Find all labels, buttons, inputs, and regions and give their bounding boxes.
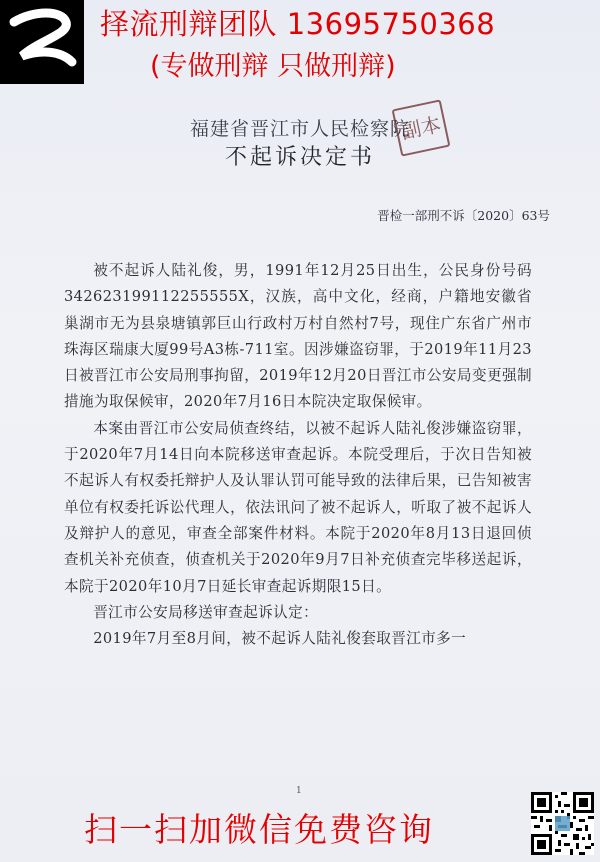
document-number: 晋检一部刑不诉〔2020〕63号 bbox=[377, 208, 550, 223]
paragraph-findings-start: 2019年7月至8月间，被不起诉人陆礼俊套取晋江市多一 bbox=[93, 630, 467, 648]
paragraph-case-process: 本案由晋江市公安局侦查终结，以被不起诉人陆礼俊涉嫌盗窃罪，于2020年7月14日向本院移送审查起诉。本院受理后，于次日告知被不起诉人有权委托辩护人及认罪认罚可能导致的法律后果，已告知被害单位有权委托诉讼代理人，依法讯问了被不起诉人，听取了被不起诉人及辩护人的意见，审查全部案件材料。本院于2020年8月13日退回侦查机关补充侦查，侦查机关于2020年9月7日补充侦查完毕移送起诉，本院于2020年10月7日延长审查起诉期限15日。 bbox=[64, 419, 532, 595]
page-number: 1 bbox=[296, 786, 302, 796]
banner-subtitle: (专做刑辩 只做刑辩) bbox=[150, 51, 396, 82]
wechat-qr-code-icon[interactable] bbox=[531, 792, 594, 855]
paragraph-findings-heading: 晋江市公安局移送审查起诉认定： bbox=[93, 603, 319, 621]
document-title: 不起诉决定书 bbox=[224, 145, 375, 170]
wechat-cta: 扫一扫加微信免费咨询 bbox=[84, 810, 434, 849]
banner-title: 择流刑辩团队 13695750368 bbox=[100, 7, 496, 41]
paragraph-defendant-info: 被不起诉人陆礼俊，男，1991年12月25日出生，公民身份号码342623199112255555X，汉族，高中文化，经商，户籍地安徽省巢湖市无为县泉塘镇郭巨山行政村万村自然村7号，现住广东省广州市珠海区瑞康大厦99号A3栋-711室。因涉嫌盗窃罪，于2019年11月23日被晋江市公安局刑事拘留，2019年12月20日晋江市公安局变更强制措施为取保候审，2020年7月16日本院决定取保候审。 bbox=[64, 262, 532, 411]
document-body bbox=[64, 258, 532, 652]
brand-logo bbox=[0, 0, 84, 84]
organization-name: 福建省晋江市人民检察院 bbox=[189, 118, 410, 140]
z-logo-icon bbox=[0, 0, 84, 84]
copy-stamp: 副本 bbox=[392, 99, 451, 156]
